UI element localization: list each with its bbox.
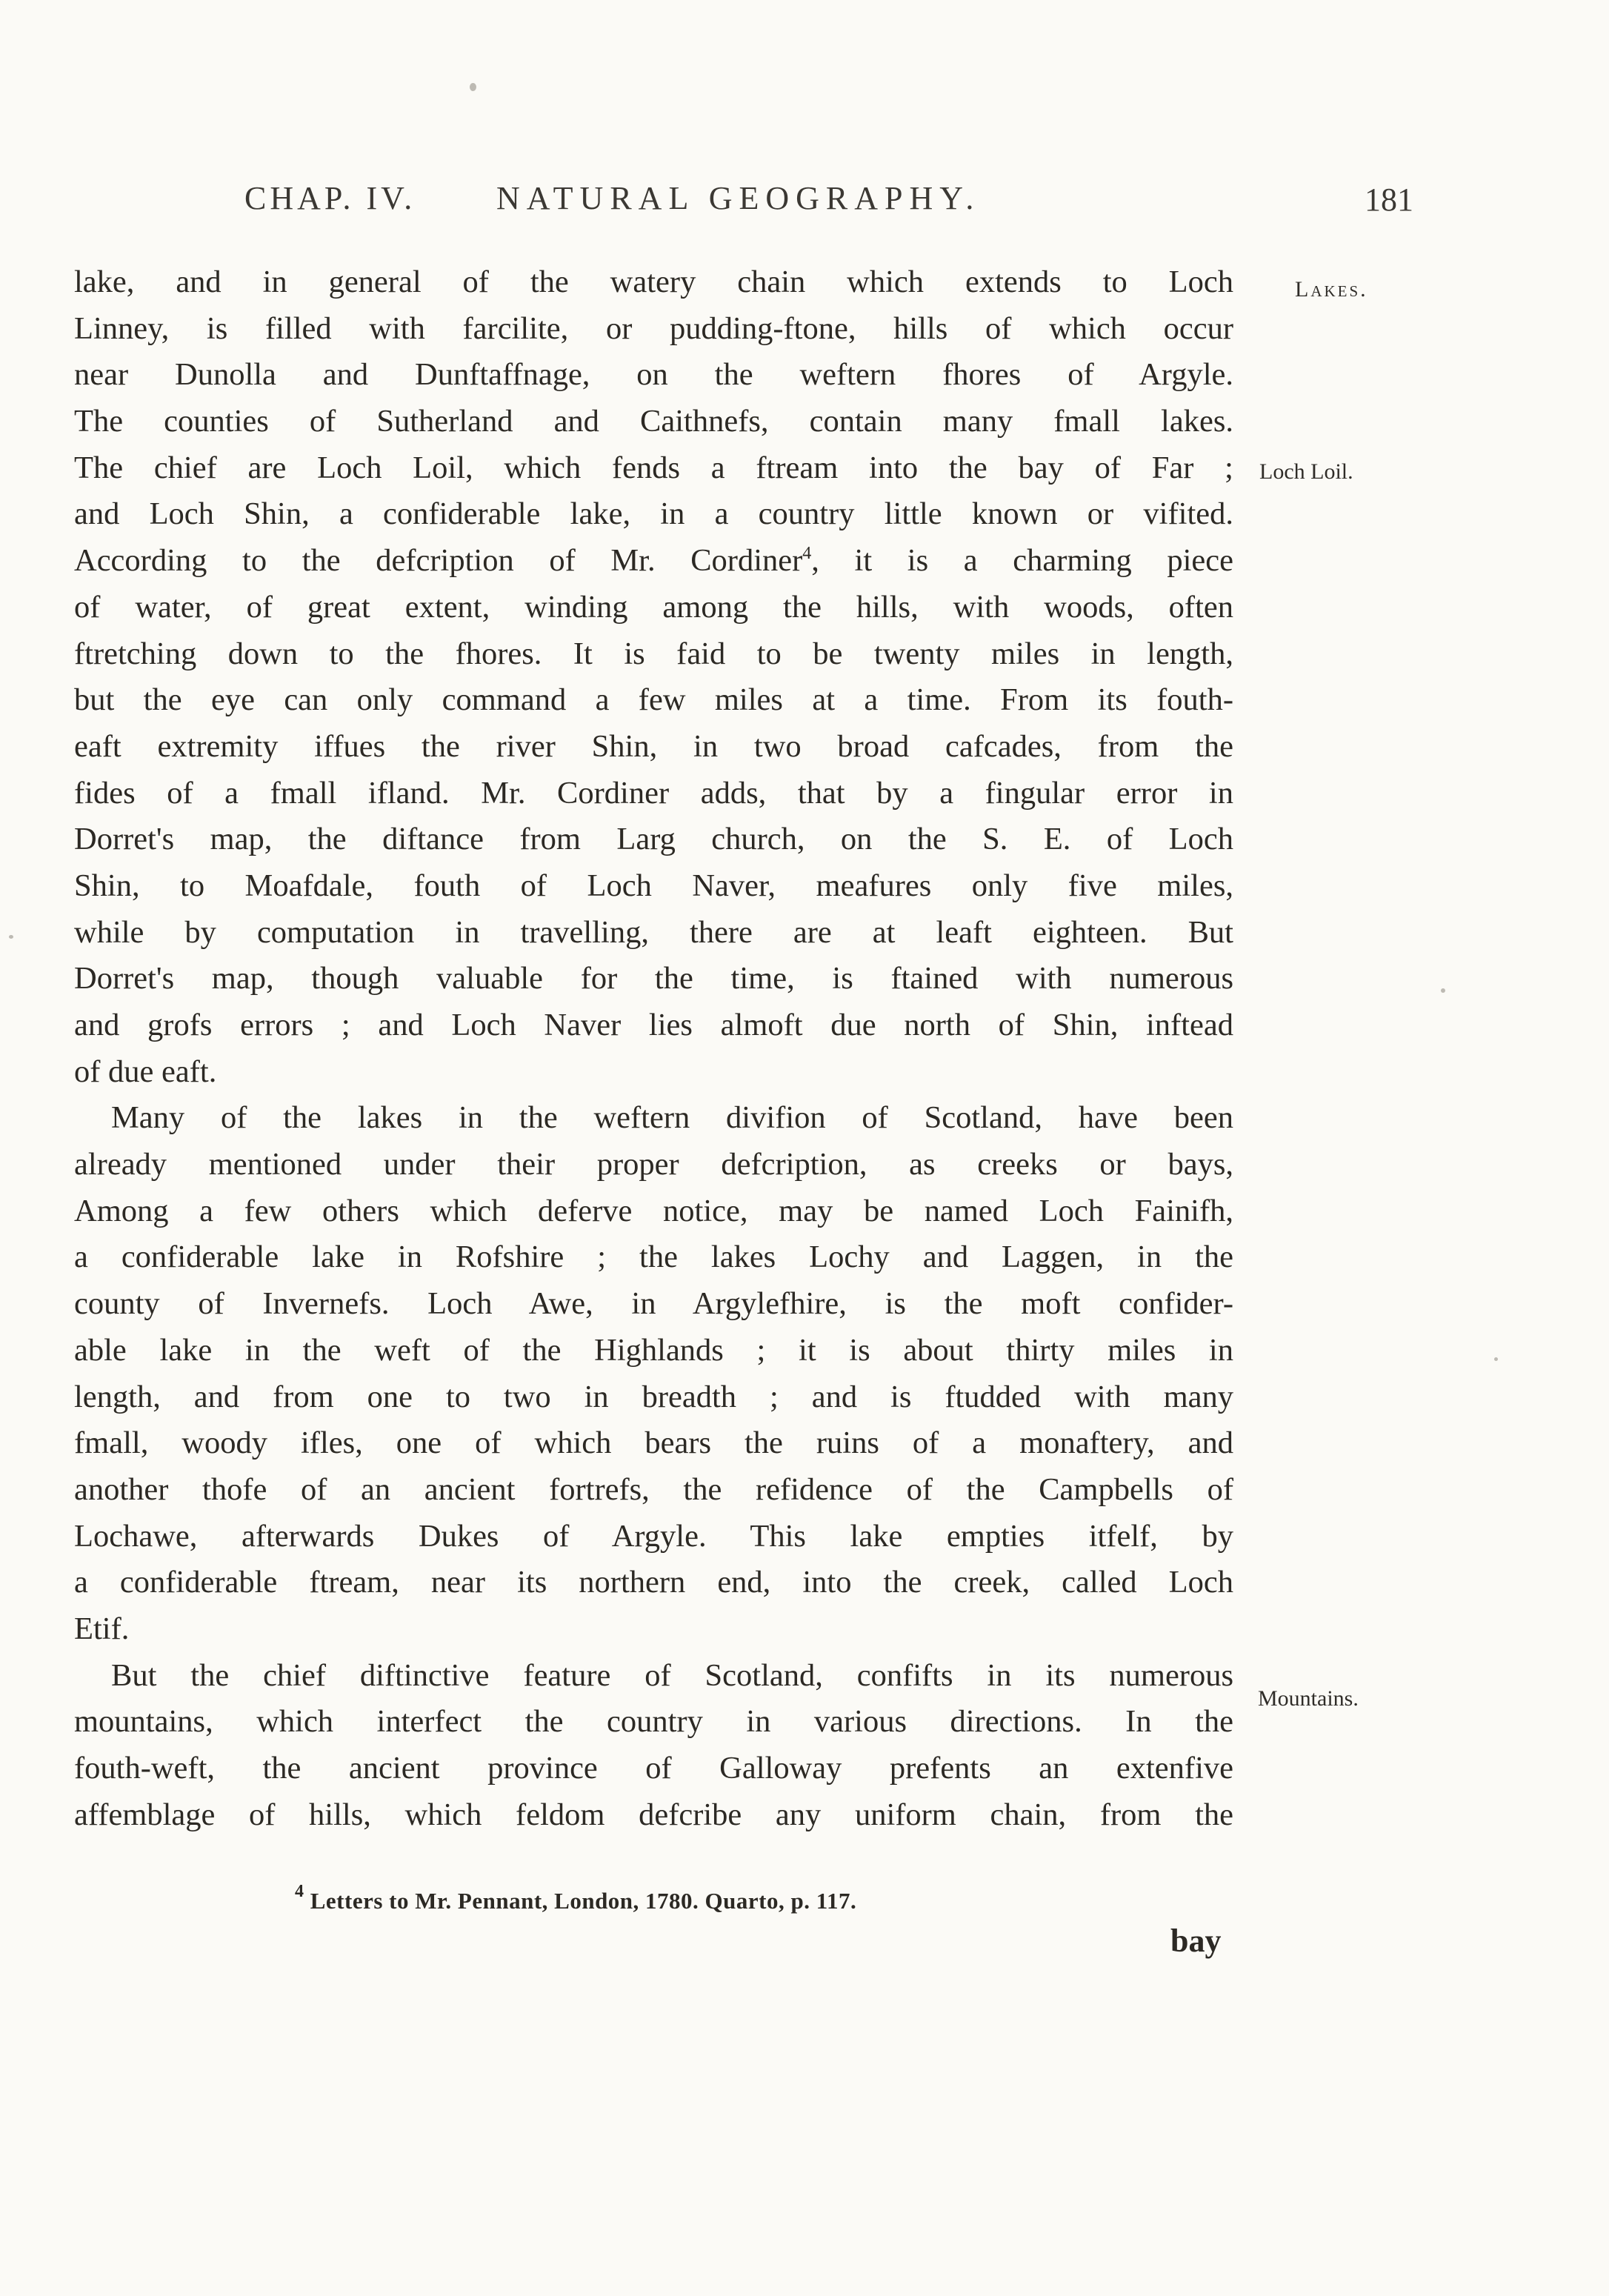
text-line: Shin, to Moafdale, fouth of Loch Naver, meafures only five miles, [74,868,1233,903]
text-line: while by computation in travelling, there are at leaft eighteen. But [74,914,1233,950]
text-line: fides of a fmall ifland. Mr. Cordiner adds, that by a fingular error in [74,775,1233,811]
margin-note-loch-loil: Loch Loil. [1259,459,1353,484]
text-line: Many of the lakes in the weftern divifion of Scotland, have been [111,1100,1233,1136]
text-line: Dorret's map, though valuable for the time, is ftained with numerous [74,961,1233,996]
text-line: able lake in the weft of the Highlands ; it is about thirty miles in [74,1332,1233,1368]
text-line: lake, and in general of the watery chain which extends to Loch [74,264,1233,299]
text-line: affemblage of hills, which feldom defcribe any uniform chain, from the [74,1797,1233,1832]
text-line: already mentioned under their proper defcription, as creeks or bays, [74,1147,1233,1182]
text-line: mountains, which interfect the country in various directions. In the [74,1704,1233,1740]
paper-speck [1441,988,1445,993]
paper-speck [9,935,13,939]
text-line: another thofe of an ancient fortrefs, the refidence of the Campbells of [74,1471,1233,1507]
footnote-text: Letters to Mr. Pennant, London, 1780. Quarto, p. 117. [310,1888,857,1914]
text-line: ftretching down to the fhores. It is faid to be twenty miles in length, [74,636,1233,671]
footnote-marker: 4 [295,1882,304,1901]
text-line: of due eaft. [74,1054,217,1089]
text-fragment: , it is a charming piece [811,543,1233,579]
text-line: fmall, woody ifles, one of which bears the ruins of a monaftery, and [74,1425,1233,1461]
text-line: length, and from one to two in breadth ; and is ftudded with many [74,1379,1233,1414]
page-number: 181 [1365,182,1413,218]
text-line: The chief are Loch Loil, which fends a ftream into the bay of Far ; [74,450,1233,485]
footnote [295,1882,857,1914]
text-line: Linney, is filled with farcilite, or pudding-ftone, hills of which occur [74,310,1233,346]
text-line-with-note-ref [74,538,1233,585]
text-line: a confiderable ftream, near its northern end, into the creek, called Loch [74,1565,1233,1600]
footnote-reference: 4 [802,544,812,564]
text-line: But the chief diftinctive feature of Scotland, confifts in its numerous [111,1657,1233,1693]
text-line: a confiderable lake in Rofshire ; the lakes Lochy and Laggen, in the [74,1239,1233,1275]
chapter-title: NATURAL GEOGRAPHY. [496,180,981,216]
text-line: of water, of great extent, winding among the hills, with woods, often [74,589,1233,625]
text-line: eaft extremity iffues the river Shin, in two broad cafcades, from the [74,728,1233,764]
catchword: bay [1170,1923,1222,1959]
text-line: near Dunolla and Dunftaffnage, on the weftern fhores of Argyle. [74,357,1233,393]
paper-speck [1494,1357,1498,1361]
text-line: and grofs errors ; and Loch Naver lies almoft due north of Shin, inftead [74,1008,1233,1042]
text-line: The counties of Sutherland and Caithnefs, contain many fmall lakes. [74,404,1233,439]
text-line: county of Invernefs. Loch Awe, in Argylefhire, is the moft confider- [74,1286,1233,1322]
text-line: Among a few others which deferve notice, may be named Loch Fainifh, [74,1193,1233,1228]
paper-speck [470,83,476,91]
text-line: but the eye can only command a few miles at a time. From its fouth- [74,682,1233,718]
body-text [74,259,1233,1838]
chapter-label: CHAP. IV. [244,180,416,216]
margin-note-mountains: Mountains. [1258,1686,1359,1711]
text-line: Dorret's map, the diftance from Larg church, on the S. E. of Loch [74,822,1233,857]
text-line: Lochawe, afterwards Dukes of Argyle. This lake empties itfelf, by [74,1518,1233,1554]
text-line: and Loch Shin, a confiderable lake, in a country little known or vifited. [74,496,1233,532]
text-line: fouth-weft, the ancient province of Galloway prefents an extenfive [74,1751,1233,1786]
text-line: Etif. [74,1611,130,1646]
margin-note-lakes: Lakes. [1295,277,1368,302]
text-fragment: According to the defcription of Mr. Cordiner [74,543,803,579]
